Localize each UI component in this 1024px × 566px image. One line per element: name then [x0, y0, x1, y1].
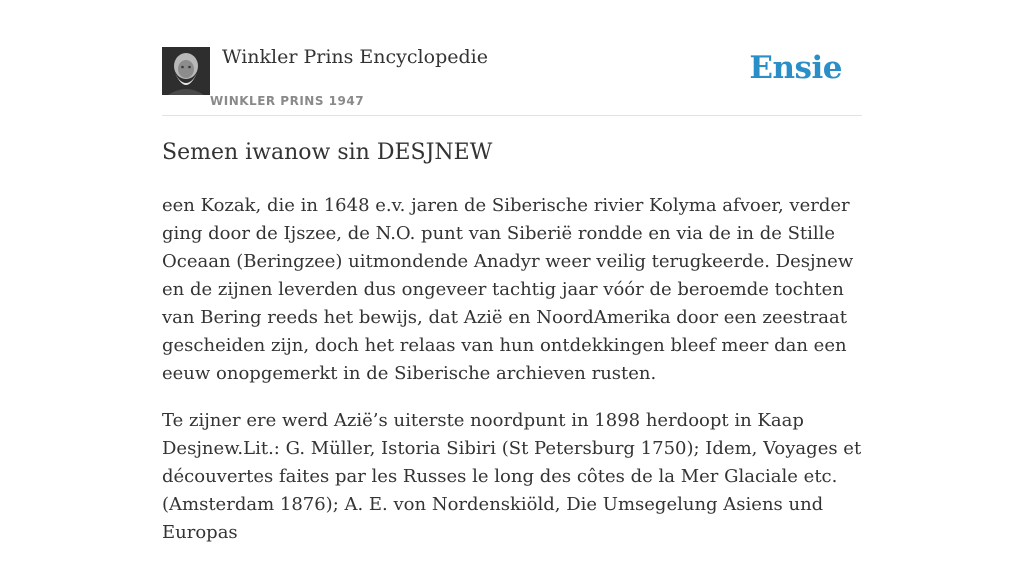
entry-title: Semen iwanow sin DESJNEW [162, 140, 493, 165]
divider [162, 115, 862, 116]
ensie-logo[interactable]: Ensie [749, 50, 842, 86]
entry-paragraph-2: Te zijner ere werd Azië’s uiterste noordpunt in 1898 herdoopt in Kaap Desjnew.Lit.: G. Müller, Istoria Sibiri (St Petersburg 1750); Idem, Voyages et découvertes faites par les Russes le long des côtes de la Mer Glaciale etc. (Amsterdam 1876); A. E. von Nordenskiöld, Die Umsegelung Asiens und Europas [162, 410, 862, 543]
page [162, 0, 862, 543]
source-title[interactable]: Winkler Prins Encyclopedie [222, 46, 488, 68]
portrait-avatar-icon [162, 47, 210, 95]
entry-paragraph-1: een Kozak, die in 1648 e.v. jaren de Siberische rivier Kolyma afvoer, verder ging door de Ijszee, de N.O. punt van Siberië rondde en via de in de Stille Oceaan (Beringzee) uitmondende Anadyr weer veilig terugkeerde. Desjnew en de zijnen leverden dus ongeveer tachtig jaar vóór de beroemde tochten van Bering reeds het bewijs, dat Azië en NoordAmerika door een zeestraat gescheiden zijn, doch het relaas van hun ontdekkingen bleef meer dan een eeuw onopgemerkt in de Siberische archieven rusten. [162, 195, 854, 384]
source-edition: WINKLER PRINS 1947 [210, 94, 365, 108]
avatar[interactable] [162, 47, 210, 95]
entry-body [162, 192, 862, 566]
